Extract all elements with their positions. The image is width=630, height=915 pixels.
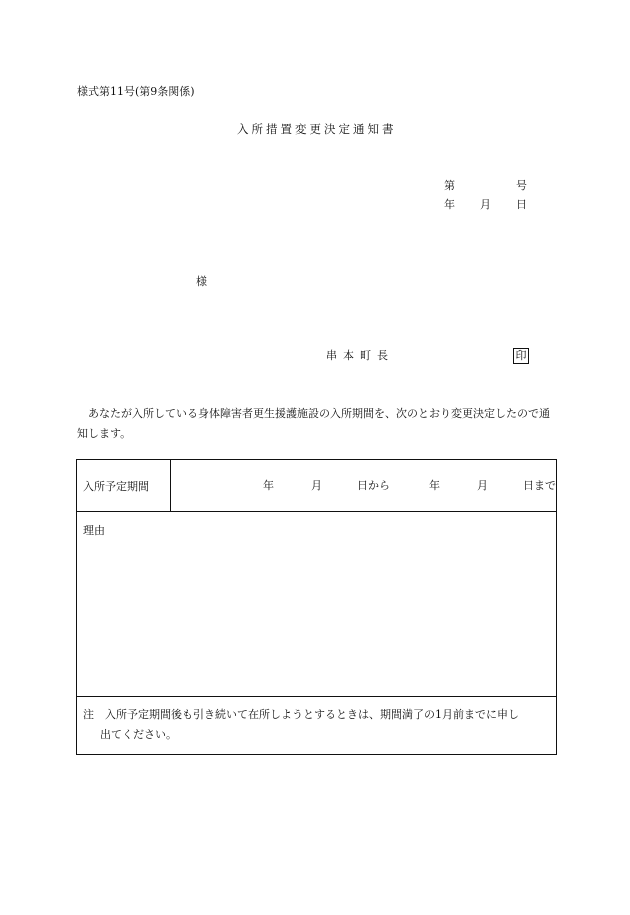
period-value-cell [171, 460, 557, 512]
ref-go-label: 号 [516, 179, 527, 192]
period-month1: 月 [311, 479, 322, 492]
note-line-2: 出てください。 [100, 728, 177, 741]
period-month2: 月 [477, 479, 488, 492]
period-day-until: 日まで [523, 479, 556, 492]
date-month-label: 月 [480, 198, 491, 211]
reason-label: 理由 [83, 524, 105, 537]
issuer-name: 串本町長 [326, 349, 394, 362]
reason-cell [77, 512, 557, 697]
date-day-label: 日 [516, 198, 527, 211]
period-table [76, 459, 557, 755]
form-number: 様式第11号(第9条関係) [77, 85, 195, 98]
recipient-suffix: 様 [196, 275, 207, 288]
note-cell [77, 697, 557, 755]
period-year1: 年 [263, 479, 274, 492]
document-title: 入所措置変更決定通知書 [237, 122, 397, 136]
seal-mark: 印 [513, 348, 529, 364]
note-line-1: 注 入所予定期間後も引き続いて在所しようとするときは、期間満了の1月前までに申し [83, 708, 519, 721]
ref-dai-label: 第 [444, 179, 455, 192]
period-year2: 年 [429, 479, 440, 492]
date-year-label: 年 [444, 198, 455, 211]
notice-body: あなたが入所している身体障害者更生援護施設の入所期間を、次のとおり変更決定したので通知します。 [77, 407, 550, 440]
period-day-from: 日から [357, 479, 390, 492]
period-label: 入所予定期間 [77, 460, 171, 512]
